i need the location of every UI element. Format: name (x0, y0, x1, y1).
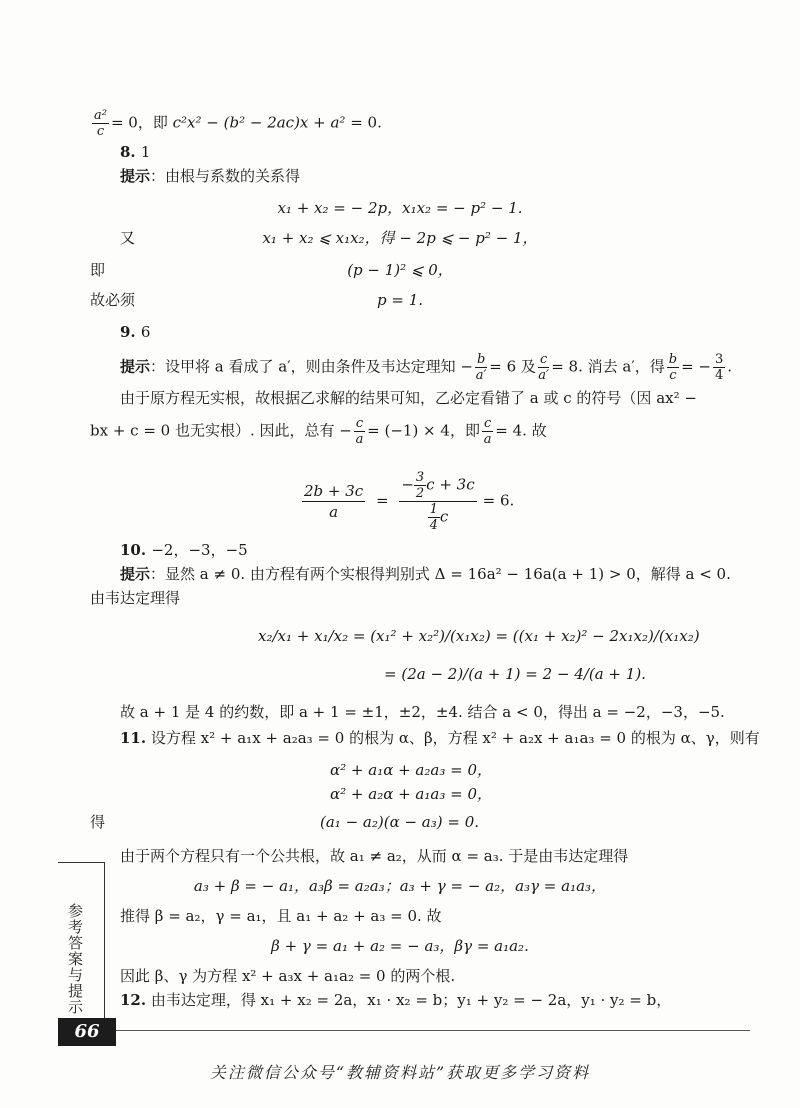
paragraph: 由韦达定理得 (90, 589, 181, 607)
equation: α² + a₁α + a₂a₃ = 0， (330, 761, 492, 779)
question-11: 11. 设方程 x² + a₁x + a₂a₃ = 0 的根为 α、β，方程 x² + a₂x + a₁a₃ = 0 的根为 α、γ，则有 (120, 729, 760, 747)
section-side-tab (58, 862, 105, 1031)
paragraph: 由于两个方程只有一个公共根，故 a₁ ≠ a₂，从而 α = a₃. 于是由韦达定理得 (120, 847, 629, 865)
equation: = (2a − 2)/(a + 1) = 2 − 4/(a + 1). (384, 665, 646, 683)
equation: (p − 1)² ⩽ 0， (347, 261, 453, 279)
page-number: 66 (58, 1018, 116, 1046)
equation: x₂/x₁ + x₁/x₂ = (x₁² + x₂²)/(x₁x₂) = ((x₁ + x₂)² − 2x₁x₂)/(x₁x₂) (258, 627, 700, 645)
text-ji: 即 (90, 261, 106, 279)
hint-10: 提示：显然 a ≠ 0. 由方程有两个实根得判别式 Δ = 16a² − 16a(a + 1) > 0，解得 a < 0. (120, 565, 731, 583)
equation: a₃ + β = − a₁，a₃β = a₂a₃；a₃ + γ = − a₂，a₃γ = a₁a₃， (193, 877, 607, 895)
equation: x₁ + x₂ ⩽ x₁x₂，得 − 2p ⩽ − p² − 1， (262, 229, 538, 247)
equation: (a₁ − a₂)(α − a₃) = 0. (320, 813, 480, 831)
question-9: 9. 6 (120, 323, 151, 341)
equation: β + γ = a₁ + a₂ = − a₃，βγ = a₁a₂. (271, 937, 529, 955)
question-10: 10. −2，−3，−5 (120, 541, 248, 559)
side-tab-label: 参考答案与提示 (66, 903, 84, 1015)
hint-9: 提示：设甲将 a 看成了 a′，则由条件及韦达定理知 − $\frac{b}{a'}$ = 6 及 $\frac{c}{a'}$ = 8. 消去 a′，得 $\frac{b}{c}$ = − $\frac{3}{4}$ . (120, 352, 733, 383)
hint-8: 提示：由根与系数的关系得 (120, 167, 301, 185)
paragraph: 由于原方程无实根，故根据乙求解的结果可知，乙必定看错了 a 或 c 的符号（因 ax² − (120, 389, 697, 407)
fraction: $\frac{\text{a²}}{c}$ (94, 108, 107, 139)
question-12: 12. 由韦达定理，得 x₁ + x₂ = 2a，x₁ · x₂ = b；y₁ + y₂ = − 2a，y₁ · y₂ = b， (120, 991, 672, 1009)
line-1: $\frac{\text{a²}}{c}$ = 0，即 c²x² − (b² − 2ac)x + a² = 0. (94, 108, 382, 139)
text-gu: 故必须 (90, 291, 136, 309)
equation: x₁ + x₂ = − 2p，x₁x₂ = − p² − 1. (277, 199, 523, 217)
equation: p = 1. (376, 291, 424, 309)
equation-9: $\frac{2b + 3c}{a}$ = − $\frac{3}{2}$ c + 3c $\frac{1}{4}$ c = 6. (304, 470, 515, 533)
equation: α² + a₂α + a₁a₃ = 0， (330, 785, 492, 803)
paragraph: 推得 β = a₂，γ = a₁，且 a₁ + a₂ + a₃ = 0. 故 (120, 907, 442, 925)
paragraph: 故 a + 1 是 4 的约数，即 a + 1 = ±1，±2，±4. 结合 a < 0，得出 a = −2，−3，−5. (120, 703, 725, 721)
text-de: 得 (90, 813, 106, 831)
footer-rule (116, 1030, 750, 1031)
footer-note: 关注微信公众号“教辅资料站”获取更多学习资料 (209, 1063, 591, 1082)
text-you: 又 (120, 229, 136, 247)
paragraph: 因此 β、γ 为方程 x² + a₃x + a₁a₂ = 0 的两个根. (120, 967, 456, 985)
question-8: 8. 1 (120, 143, 151, 161)
paragraph: bx + c = 0 也无实根）. 因此，总有 − $\frac{c}{a}$ = (−1) × 4，即 $\frac{c}{a}$ = 4. 故 (90, 416, 547, 447)
